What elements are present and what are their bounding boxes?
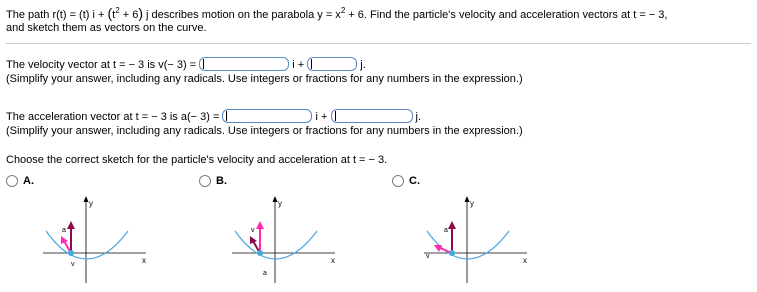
graph-b [227,195,337,285]
exponent: 2 [340,6,346,15]
velocity-line [6,58,366,72]
label-top: v [251,227,255,234]
divider [6,43,751,44]
particle-point [449,250,455,256]
velocity-arrowhead [256,221,264,229]
question-text: j describes motion on the parabola y = x [143,9,341,21]
radio-c[interactable] [392,175,404,187]
choice-b-label: B. [216,175,227,187]
choice-a-label: A. [23,175,34,187]
acceleration-line [6,110,421,124]
graph-c [419,195,529,285]
x-axis-label: x [523,256,527,265]
radio-a[interactable] [6,175,18,187]
question-text: The path r(t) = (t) i + [6,9,108,21]
acceleration-prompt: The acceleration vector at t = − 3 is a(− 3) = [6,110,223,123]
particle-point [68,250,74,256]
label-top: a [62,227,66,234]
acceleration-arrowhead [67,221,75,229]
graph-a [38,195,148,285]
question-text: + 6 [119,9,139,21]
i-label: i + [289,58,308,71]
y-axis-label: y [470,199,474,208]
question-text: t [112,9,116,21]
choice-c[interactable] [392,174,420,188]
acceleration-i-input[interactable] [222,109,312,123]
question-text: + 6. Find the particle's velocity and acceleration vectors at t = − 3, [345,9,668,21]
j-label: j. [357,58,366,71]
choice-prompt: Choose the correct sketch for the particle's velocity and acceleration at t = − 3. [6,154,388,166]
label-bottom: v [426,253,430,260]
velocity-j-input[interactable] [307,57,357,71]
close-paren: ) [138,5,143,21]
y-axis-arrow [465,196,470,202]
velocity-i-input[interactable] [199,57,289,71]
acceleration-j-input[interactable] [331,109,413,123]
question-line-2: and sketch them as vectors on the curve. [6,22,207,34]
x-axis-label: x [142,256,146,265]
velocity-prompt: The velocity vector at t = − 3 is v(− 3) = [6,58,200,71]
label-top: a [444,227,448,234]
y-axis-arrow [84,196,89,202]
velocity-instruction: (Simplify your answer, including any radicals. Use integers or fractions for any numbers in the expression.) [6,73,523,85]
choice-a[interactable] [6,174,34,188]
y-axis-arrow [273,196,278,202]
choice-b[interactable] [199,174,227,188]
choice-c-label: C. [409,175,420,187]
question-line-1 [6,7,667,22]
j-label: j. [412,110,422,123]
y-axis-label: y [278,199,282,208]
label-bottom: a [263,270,267,277]
parabola-curve [235,231,317,259]
particle-point [257,250,263,256]
x-axis-label: x [331,256,335,265]
open-paren: ( [107,5,113,21]
label-bottom: v [71,261,75,268]
i-label: i + [312,110,331,123]
acceleration-arrowhead [448,221,456,229]
acceleration-instruction: (Simplify your answer, including any radicals. Use integers or fractions for any numbers in the expression.) [6,125,523,137]
y-axis-label: y [89,199,93,208]
exponent: 2 [115,6,120,15]
parabola-curve [46,231,128,259]
radio-b[interactable] [199,175,211,187]
